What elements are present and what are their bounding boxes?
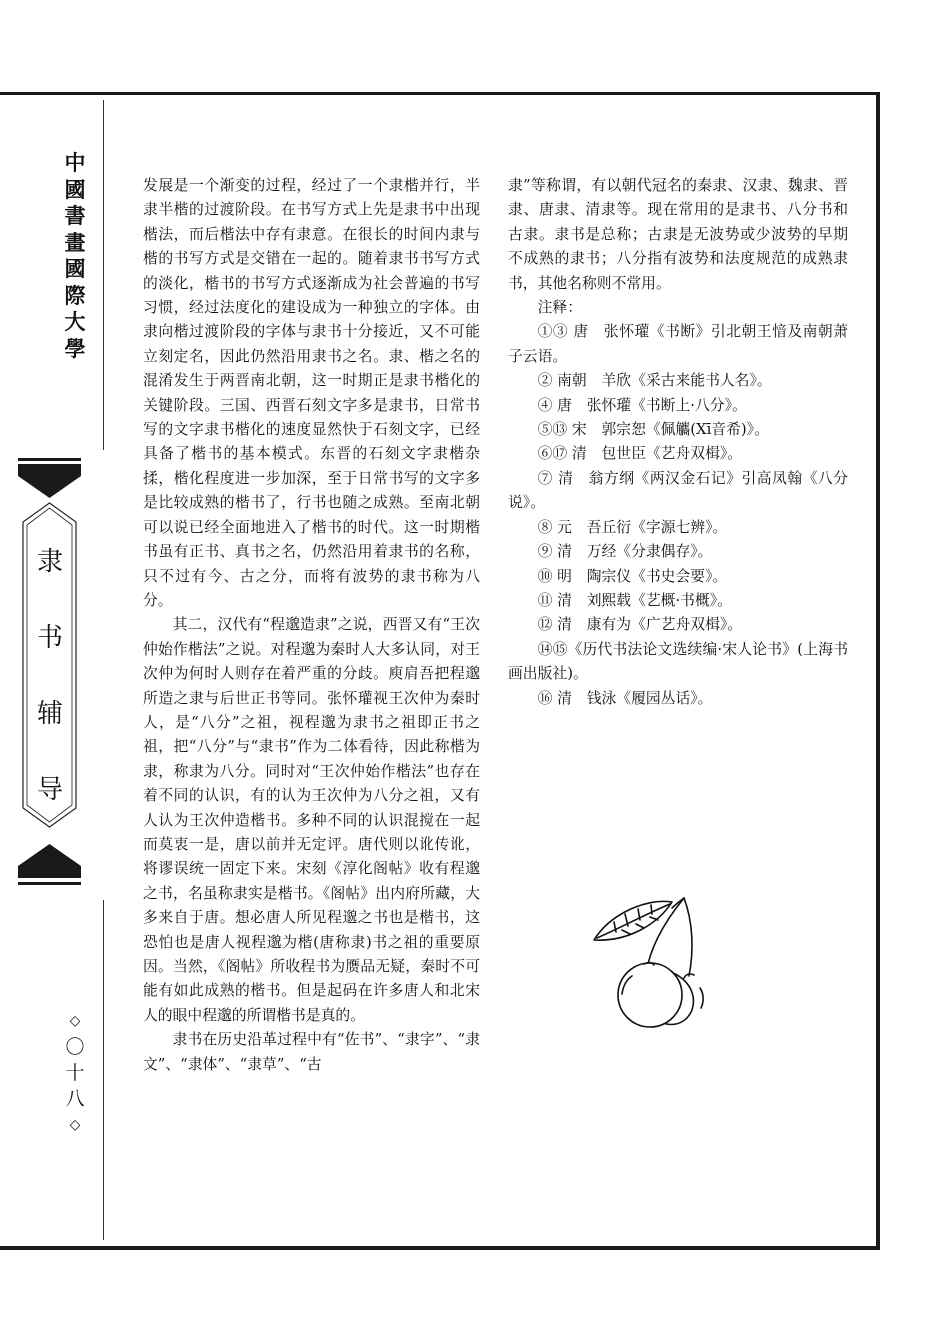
note-item: ⑫ 清 康有为《广艺舟双楫》。 [537,616,743,634]
title-char: 中 [64,151,86,175]
ornament-bar-bottom [18,882,81,885]
subtitle-char: 导 [36,775,63,805]
school-name-vertical [62,150,88,362]
page-digit: 八 [65,1088,85,1110]
left-text-column [143,174,480,1077]
notes-heading: 注释： [537,299,582,317]
body-paragraph: 隶”等称谓，有以朝代冠名的秦隶、汉隶、魏隶、晋隶、唐隶、清隶等。现在常用的是隶书、八分书和古隶。隶书是总称；古隶是无波势或少波势的早期不成熟的隶书；八分指有波势和法度规范的成熟隶书，其他名称则不常用。 [508,177,848,292]
body-paragraph: 发展是一个渐变的过程，经过了一个隶楷并行，半隶半楷的过渡阶段。在书写方式上先是隶书中出现楷法，而后楷法中存有隶意。在很长的时间内隶与楷的书写方式是交错在一起的。随着隶书书写方式的淡化，楷书的书写方式逐渐成为社会普遍的书写习惯，经过法度化的建设成为一种独立的字体。由隶向楷过渡阶段的字体与隶书十分接近，又不可能立刻定名，因此仍然沿用隶书之名。隶、楷之名的混淆发生于两晋南北朝，这一时期正是隶书楷化的关键阶段。三国、西晋石刻文字多是隶书，日常书写的文字隶书楷化的速度显然快于石刻文字，已经具备了楷书的基本模式。东晋的石刻文字隶楷杂揉，楷化程度进一步加深，至于日常书写的文字多是比较成熟的楷书了，行书也随之成熟。至南北朝可以说已经全面地进入了楷书的时代。这一时期楷书虽有正书、真书之名，仍然沿用着隶书的名称，只不过有今、古之分，而将有波势的隶书称为八分。 [143,177,480,609]
subtitle-char: 书 [36,623,63,653]
subtitle-char: 辅 [36,699,63,729]
right-text-column [508,174,848,711]
page-number-vertical [62,1008,88,1138]
title-char: 際 [64,283,86,308]
chevron-down-ornament [18,464,81,502]
page-digit: 十 [65,1062,85,1084]
title-char: 國 [64,177,86,202]
note-item: ⑦ 清 翁方纲《两汉金石记》引高凤翰《八分说》。 [508,469,848,512]
page-diamond-icon: ◇ [69,1013,81,1029]
note-item: ② 南朝 羊欣《采古来能书人名》。 [537,372,772,390]
title-char: 畫 [64,230,86,255]
page-digit: 〇 [65,1036,85,1058]
page-diamond-icon: ◇ [69,1117,81,1133]
cherry-icon [588,892,733,1034]
sidebar-divider-bottom [103,900,104,1240]
title-char: 大 [64,310,86,334]
section-subtitle-vertical [32,542,68,846]
chevron-up-ornament [18,840,81,878]
note-item: ①③ 唐 张怀瓘《书断》引北朝王愔及南朝萧子云语。 [508,323,848,365]
note-item: ⑧ 元 吾丘衍《字源七辨》。 [537,518,728,536]
title-char: 學 [64,336,86,361]
body-paragraph: 其二，汉代有“程邈造隶”之说，西晋又有“王次仲始作楷法”之说。对程邈为秦时人大多认同，对王次仲为何时人则存在着严重的分歧。庾肩吾把程邈所造之隶与后世正书等同。张怀瓘视王次仲为秦时人，是“八分”之祖，视程邈为隶书之祖即正书之祖，把“八分”与“隶书”作为二体看待，因此称楷为隶，称隶为八分。同时对“王次仲始作楷法”也存在着不同的认识，有的认为王次仲为八分之祖，又有人认为王次仲造楷书。多种不同的认识混搅在一起而莫衷一是，唐以前并无定评。唐代则以讹传讹，将谬误统一固定下来。宋刻《淳化阁帖》收有程邈之书，名虽称隶实是楷书。《阁帖》出内府所藏，大多来自于唐。想必唐人所见程邈之书也是楷书，这恐怕也是唐人视程邈为楷(唐称隶)书之祖的重要原因。当然，《阁帖》所收程书为赝品无疑，秦时不可能有如此成熟的楷书。但是起码在许多唐人和北宋人的眼中程邈的所谓楷书是真的。 [143,616,480,1024]
title-char: 書 [64,204,86,228]
note-item: ④ 唐 张怀瓘《书断上·八分》。 [537,396,747,414]
body-paragraph: 隶书在历史沿革过程中有“佐书”、“隶字”、“隶文”、“隶体”、“隶草”、“古 [143,1031,480,1073]
note-item: ⑨ 清 万经《分隶偶存》。 [537,543,713,561]
note-item: ⑭⑮《历代书法论文选续编·宋人论书》(上海书画出版社)。 [508,640,848,683]
note-item: ⑤⑬ 宋 郭宗恕《佩觿(Xī音希)》。 [537,421,769,439]
note-item: ⑥⑰ 清 包世臣《艺舟双楫》。 [537,445,743,463]
title-char: 國 [64,257,86,281]
note-item: ⑯ 清 钱泳《履园丛话》。 [537,689,713,707]
note-item: ⑪ 清 刘熙载《艺概·书概》。 [537,591,732,609]
subtitle-char: 隶 [36,547,63,577]
note-item: ⑩ 明 陶宗仪《书史会要》。 [537,567,728,585]
sidebar-divider-top [103,100,104,450]
ornament-bar-top [18,458,81,461]
